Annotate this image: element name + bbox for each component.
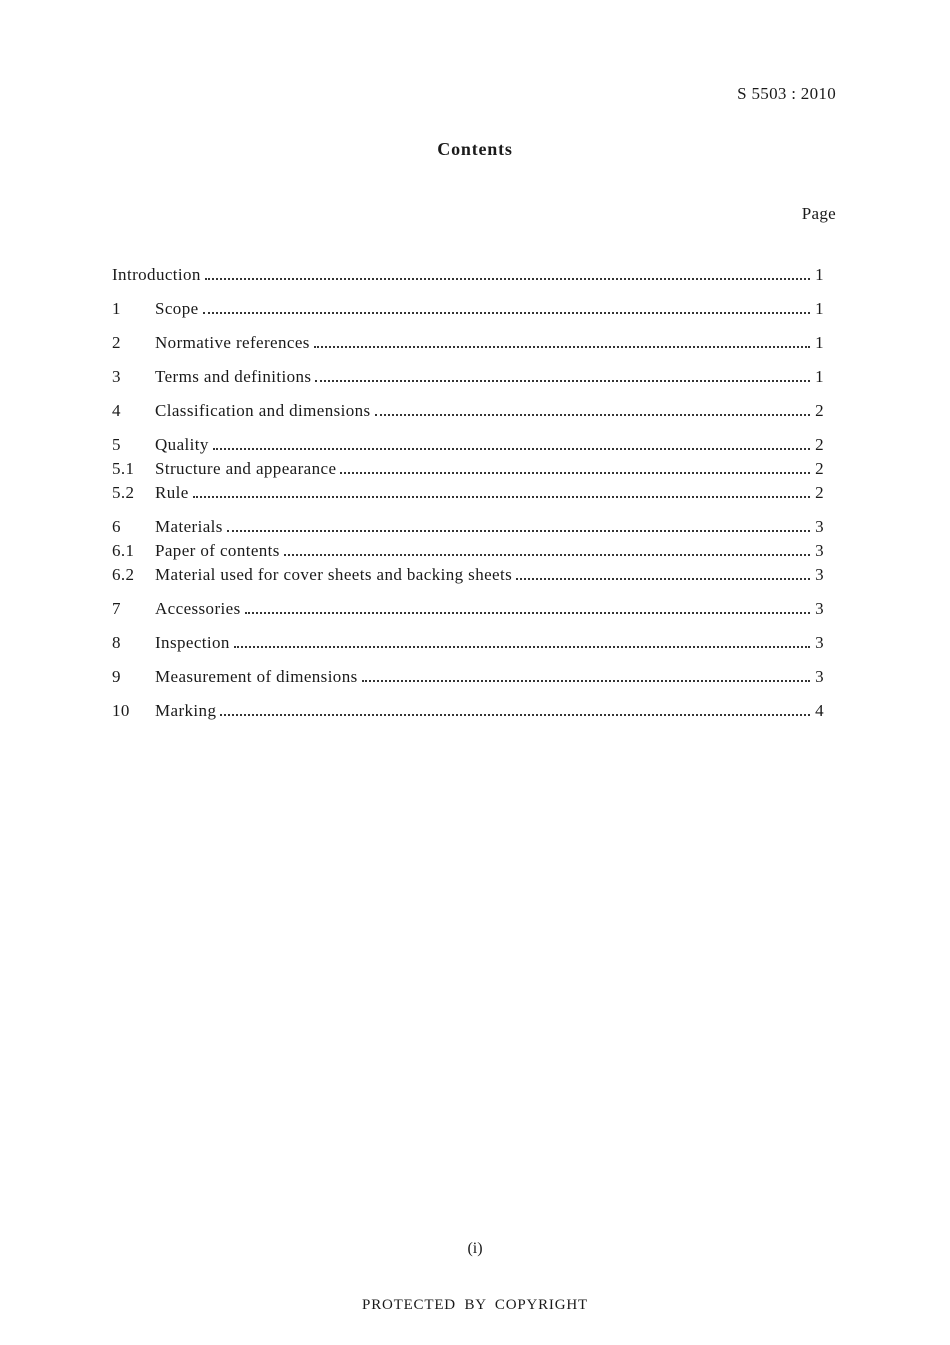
- dot-leader: [362, 680, 810, 682]
- contents-heading: Contents: [437, 139, 513, 159]
- toc-entry-number: 3: [112, 367, 121, 386]
- toc-entry-title: Terms and definitions: [155, 367, 312, 386]
- toc-entry-page: 3: [815, 667, 824, 686]
- toc-entry: [112, 565, 824, 589]
- toc-entry: [112, 541, 824, 565]
- copyright-notice: PROTECTED BY COPYRIGHT: [362, 1297, 588, 1313]
- toc-entry-title: Normative references: [155, 333, 310, 352]
- toc-entry: [112, 599, 824, 623]
- dot-leader: [203, 312, 810, 314]
- dot-leader: [227, 530, 810, 532]
- dot-leader: [284, 554, 810, 556]
- toc-entry-number: 5: [112, 435, 121, 454]
- toc-entry-page: 2: [815, 401, 824, 420]
- toc-entry-title: Material used for cover sheets and backing sheets: [155, 565, 513, 584]
- toc-entry-title: Paper of contents: [155, 541, 280, 560]
- toc-entry-number: 6: [112, 517, 121, 536]
- toc-entry-title: Marking: [155, 701, 217, 720]
- dot-leader: [220, 714, 810, 716]
- toc-entry: [112, 265, 824, 289]
- dot-leader: [516, 578, 810, 580]
- toc-entry-number: 10: [112, 701, 130, 720]
- toc-entry-page: 3: [815, 565, 824, 584]
- toc-entry-page: 1: [815, 367, 824, 386]
- document-id: S 5503 : 2010: [737, 84, 836, 103]
- toc-entry: [112, 401, 824, 425]
- toc-entry: [112, 483, 824, 507]
- dot-leader: [205, 278, 810, 280]
- toc-entry: [112, 299, 824, 323]
- toc-entry-title: Classification and dimensions: [155, 401, 371, 420]
- toc-entry-number: 8: [112, 633, 121, 652]
- toc-entry-number: 2: [112, 333, 121, 352]
- dot-leader: [193, 496, 810, 498]
- toc-entry-number: 5.1: [112, 459, 135, 478]
- toc-entry-page: 2: [815, 435, 824, 454]
- toc-entry-page: 3: [815, 541, 824, 560]
- toc-entry-number: 7: [112, 599, 121, 618]
- dot-leader: [314, 346, 810, 348]
- toc-entry-page: 4: [815, 701, 824, 720]
- dot-leader: [340, 472, 810, 474]
- toc-entry-number: 6.1: [112, 541, 135, 560]
- toc-entry: [112, 667, 824, 691]
- toc-entry-page: 2: [815, 483, 824, 502]
- page-column-label: Page: [801, 204, 836, 223]
- toc-entry-title: Scope: [155, 299, 199, 318]
- toc-entry: [112, 459, 824, 483]
- toc-entry-page: 1: [815, 299, 824, 318]
- toc-entry: [112, 367, 824, 391]
- dot-leader: [234, 646, 810, 648]
- toc-entry-title: Materials: [155, 517, 223, 536]
- toc-entry-title: Introduction: [112, 265, 201, 284]
- toc-entry-page: 3: [815, 517, 824, 536]
- toc-entry-number: 6.2: [112, 565, 135, 584]
- table-of-contents: [112, 265, 824, 725]
- toc-entry-page: 1: [815, 265, 824, 284]
- dot-leader: [315, 380, 810, 382]
- toc-entry-number: 4: [112, 401, 121, 420]
- toc-entry-number: 5.2: [112, 483, 135, 502]
- dot-leader: [213, 448, 810, 450]
- toc-entry-title: Accessories: [155, 599, 241, 618]
- toc-entry-title: Inspection: [155, 633, 230, 652]
- page-number: (i): [467, 1240, 483, 1257]
- toc-entry-page: 3: [815, 633, 824, 652]
- toc-entry: [112, 435, 824, 459]
- toc-entry-number: 1: [112, 299, 121, 318]
- dot-leader: [375, 414, 810, 416]
- dot-leader: [245, 612, 810, 614]
- toc-entry: [112, 333, 824, 357]
- toc-entry: [112, 633, 824, 657]
- toc-entry-title: Quality: [155, 435, 209, 454]
- toc-entry-page: 1: [815, 333, 824, 352]
- toc-entry-title: Structure and appearance: [155, 459, 337, 478]
- toc-entry-title: Rule: [155, 483, 189, 502]
- toc-entry: [112, 517, 824, 541]
- toc-entry-title: Measurement of dimensions: [155, 667, 358, 686]
- toc-entry-page: 2: [815, 459, 824, 478]
- toc-entry-number: 9: [112, 667, 121, 686]
- toc-entry-page: 3: [815, 599, 824, 618]
- toc-entry: [112, 701, 824, 725]
